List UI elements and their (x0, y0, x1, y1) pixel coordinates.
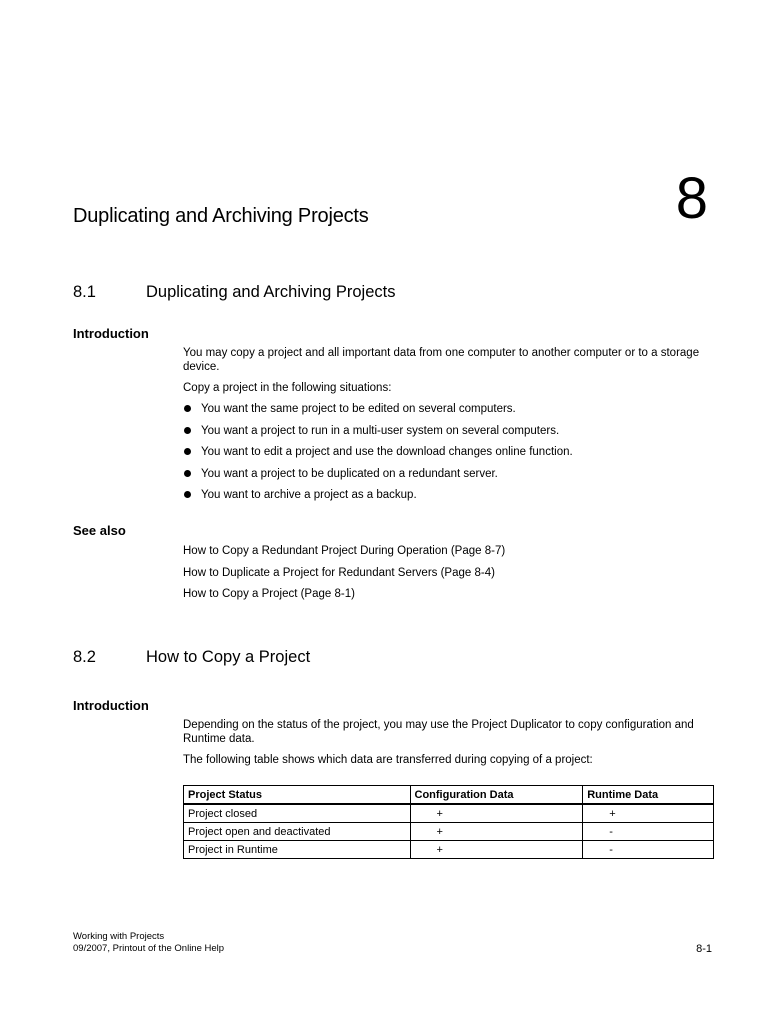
table-row (184, 804, 714, 823)
see-also-link[interactable]: How to Duplicate a Project for Redundant Servers (Page 8-4) (183, 566, 495, 579)
table-cell: Project in Runtime (184, 841, 411, 859)
list-item: You want to archive a project as a backup. (183, 488, 713, 502)
intro-body-8-2 (183, 718, 713, 774)
data-transfer-table-wrap (183, 785, 714, 859)
table-cell: Project open and deactivated (184, 823, 411, 841)
table-cell: - (583, 841, 714, 859)
table-header-row (184, 786, 714, 805)
intro-heading-8-1: Introduction (73, 326, 149, 341)
see-also-heading: See also (73, 523, 126, 538)
intro-body-8-1 (183, 346, 713, 510)
table-row (184, 841, 714, 859)
section-heading-8-1 (73, 283, 395, 302)
intro-paragraph: You may copy a project and all important data from one computer to another computer or to a storage device. (183, 347, 700, 373)
table-cell: + (410, 823, 583, 841)
table-cell: + (410, 804, 583, 823)
list-item: You want a project to run in a multi-user system on several computers. (183, 424, 713, 438)
section-number: 8.2 (73, 648, 96, 666)
table-lead: The following table shows which data are transferred during copying of a project: (183, 754, 593, 766)
footer (73, 931, 224, 955)
section-number: 8.1 (73, 283, 96, 301)
page-number: 8-1 (696, 943, 712, 955)
intro-heading-8-2: Introduction (73, 698, 149, 713)
bullet-icon (184, 448, 191, 455)
bullet-icon (184, 470, 191, 477)
intro-paragraph: Depending on the status of the project, you may use the Project Duplicator to copy configuration and Runtime data. (183, 719, 694, 745)
list-item: You want to edit a project and use the download changes online function. (183, 445, 713, 459)
table-header: Project Status (184, 786, 411, 805)
section-title: Duplicating and Archiving Projects (146, 283, 396, 301)
list-item: You want the same project to be edited on several computers. (183, 402, 713, 416)
bullet-icon (184, 427, 191, 434)
chapter-number: 8 (675, 166, 708, 231)
situations-list (183, 402, 713, 502)
situations-lead: Copy a project in the following situations: (183, 382, 392, 394)
chapter-title: Duplicating and Archiving Projects (73, 205, 369, 227)
table-header: Runtime Data (583, 786, 714, 805)
bullet-icon (184, 405, 191, 412)
see-also-link[interactable]: How to Copy a Redundant Project During Operation (Page 8-7) (183, 545, 506, 557)
bullet-icon (184, 491, 191, 498)
footer-doc-title: Working with Projects (73, 931, 165, 942)
see-also-link[interactable]: How to Copy a Project (Page 8-1) (183, 588, 355, 600)
table-cell: - (583, 823, 714, 841)
list-item: You want a project to be duplicated on a redundant server. (183, 467, 713, 481)
data-transfer-table (183, 785, 714, 859)
section-title: How to Copy a Project (146, 648, 311, 666)
table-header: Configuration Data (410, 786, 583, 805)
section-heading-8-2 (73, 648, 310, 667)
see-also-links (183, 544, 713, 609)
table-cell: + (583, 804, 714, 823)
table-row (184, 823, 714, 841)
table-cell: Project closed (184, 804, 411, 823)
footer-edition: 09/2007, Printout of the Online Help (73, 943, 225, 954)
table-cell: + (410, 841, 583, 859)
